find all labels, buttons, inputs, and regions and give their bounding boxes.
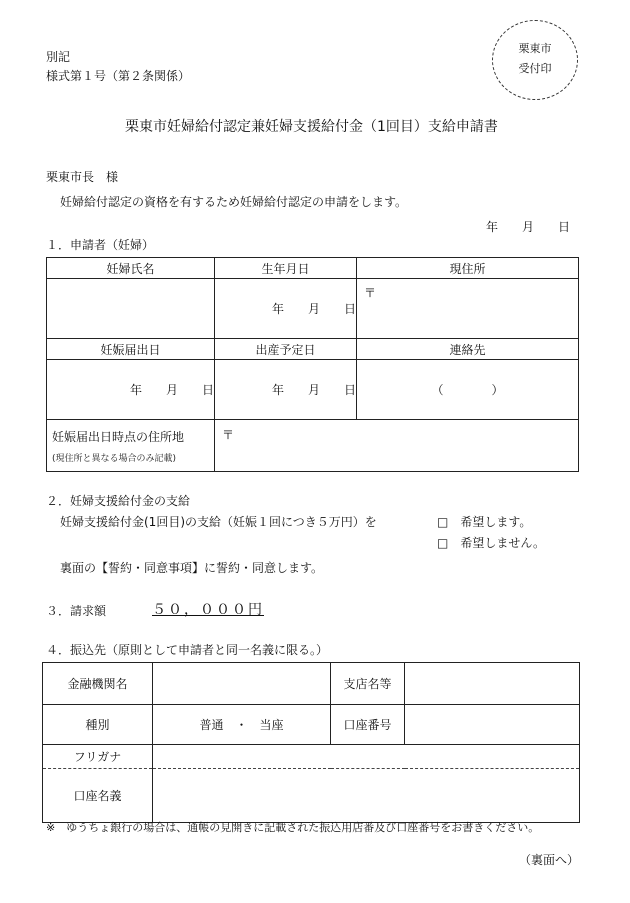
form-number: 様式第１号（第２条関係） bbox=[46, 69, 191, 83]
section4-heading: ４．振込先（原則として申請者と同一名義に限る。） bbox=[46, 643, 329, 657]
postal-mark: 〒 bbox=[364, 286, 377, 300]
header-birth: 生年月日 bbox=[215, 258, 357, 279]
claim-amount: ５０，０００円 bbox=[152, 602, 264, 618]
option-wish-yes[interactable]: □ 希望します。 bbox=[437, 515, 532, 529]
application-date[interactable]: 年 月 日 bbox=[486, 220, 571, 234]
preg-report-date-cell[interactable]: 年 月 日 bbox=[47, 360, 215, 420]
reception-stamp bbox=[492, 20, 578, 100]
header-preg-report: 妊娠届出日 bbox=[47, 339, 215, 360]
stamp-line2: 受付印 bbox=[518, 62, 552, 75]
prev-address-label-cell bbox=[47, 420, 215, 472]
agreement-text: 裏面の【誓約・同意事項】に誓約・同意します。 bbox=[60, 561, 324, 575]
prev-address-note: (現住所と異なる場合のみ記載) bbox=[52, 453, 177, 464]
prev-address-cell[interactable] bbox=[215, 420, 579, 472]
header-name: 妊婦氏名 bbox=[47, 258, 215, 279]
address-cell[interactable] bbox=[357, 279, 579, 339]
account-holder-label: 口座名義 bbox=[43, 769, 153, 823]
section3-heading: ３．請求額 bbox=[46, 604, 107, 618]
name-cell[interactable] bbox=[47, 279, 215, 339]
prev-postal-mark: 〒 bbox=[222, 428, 235, 442]
due-date-cell[interactable]: 年 月 日 bbox=[215, 360, 357, 420]
contact-cell[interactable]: （ ） bbox=[357, 360, 579, 420]
header-address: 現住所 bbox=[357, 258, 579, 279]
stamp-line1: 栗東市 bbox=[518, 42, 552, 55]
bank-table bbox=[42, 662, 580, 823]
document-title: 栗東市妊婦給付認定兼妊婦支援給付金（1回目）支給申請書 bbox=[125, 119, 498, 135]
prev-address-label: 妊娠届出日時点の住所地 bbox=[52, 429, 185, 444]
account-number-label: 口座番号 bbox=[331, 705, 405, 745]
furigana-field[interactable] bbox=[153, 745, 580, 769]
furigana-label: フリガナ bbox=[43, 745, 153, 769]
intro-text: 妊婦給付認定の資格を有するため妊婦給付認定の申請をします。 bbox=[60, 195, 408, 209]
account-holder-field[interactable] bbox=[153, 769, 580, 823]
continue-overleaf: （裏面へ） bbox=[519, 853, 580, 867]
section1-heading: １．申請者（妊婦） bbox=[46, 238, 155, 252]
section2-line: 妊婦支援給付金(1回目)の支給（妊娠１回につき５万円）を bbox=[60, 515, 377, 529]
header-contact: 連絡先 bbox=[357, 339, 579, 360]
option-wish-no[interactable]: □ 希望しません。 bbox=[437, 536, 546, 550]
branch-name-field[interactable] bbox=[405, 663, 580, 705]
attachment-label: 別記 bbox=[46, 50, 71, 64]
addressee: 栗東市長 様 bbox=[46, 170, 119, 184]
account-number-field[interactable] bbox=[405, 705, 580, 745]
birth-date-cell[interactable]: 年 月 日 bbox=[215, 279, 357, 339]
account-type-label: 種別 bbox=[43, 705, 153, 745]
bank-name-label: 金融機関名 bbox=[43, 663, 153, 705]
branch-name-label: 支店名等 bbox=[331, 663, 405, 705]
bank-name-field[interactable] bbox=[153, 663, 331, 705]
account-type-options[interactable]: 普通 ・ 当座 bbox=[153, 705, 331, 745]
section2-heading: ２．妊婦支援給付金の支給 bbox=[46, 494, 191, 508]
applicant-table bbox=[46, 257, 579, 472]
header-due-date: 出産予定日 bbox=[215, 339, 357, 360]
yucho-note: ※ ゆうちょ銀行の場合は、通帳の見開きに記載された振込用店番及び口座番号をお書きください。 bbox=[46, 821, 540, 834]
